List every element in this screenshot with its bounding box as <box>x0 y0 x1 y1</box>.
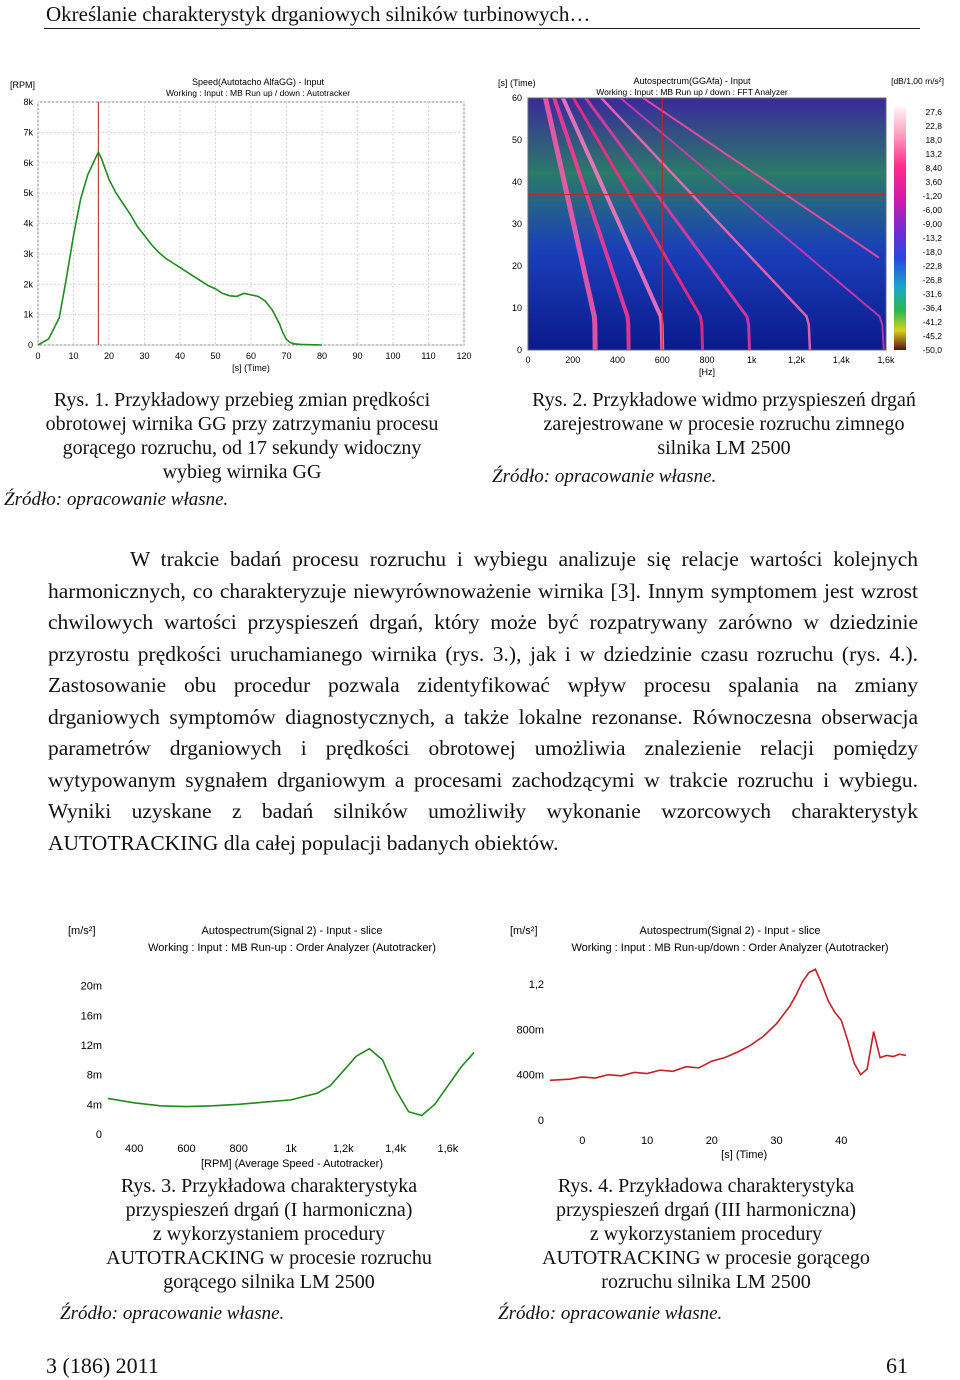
x-tick-label: 50 <box>210 351 221 361</box>
y-tick-label: 6k <box>23 157 33 168</box>
figure-2-spectrogram <box>492 70 948 388</box>
x-tick-label: 100 <box>385 351 401 361</box>
colorbar-tick-label: 27,6 <box>925 107 942 117</box>
figure-2-caption <box>494 388 954 460</box>
y-tick-label: 0 <box>95 1129 102 1141</box>
x-tick-label: 60 <box>245 351 257 361</box>
x-tick-label: 20 <box>705 1135 718 1147</box>
series-line <box>108 1049 474 1116</box>
caption-line: AUTOTRACKING w procesie rozruchu <box>106 1247 432 1269</box>
y-tick-label: 0 <box>27 340 33 350</box>
x-tick-label: 400 <box>609 355 626 365</box>
caption-line: Rys. 4. Przykładowa charakterystyka <box>557 1175 855 1197</box>
colorbar-tick-label: 18,0 <box>925 135 942 145</box>
chart-title: Autospectrum(Signal 2) - Input - slice <box>201 925 383 937</box>
y-tick-label: 16m <box>80 1010 102 1023</box>
caption-line: Rys. 1. Przykładowy przebieg zmian prędkości <box>53 389 431 411</box>
caption-line: gorącego silnika LM 2500 <box>163 1271 375 1293</box>
x-axis-label: [s] (Time) <box>232 363 270 373</box>
x-tick-label: 70 <box>281 351 292 361</box>
caption-line: AUTOTRACKING w procesie gorącego <box>542 1247 870 1269</box>
caption-line: Rys. 3. Przykładowa charakterystyka <box>120 1175 418 1197</box>
y-tick-label: 4m <box>86 1099 102 1112</box>
y-tick-label: 12m <box>80 1040 102 1052</box>
x-tick-label: 800 <box>229 1143 248 1155</box>
colorbar <box>894 106 906 350</box>
colorbar-tick-label: -9,00 <box>922 219 942 229</box>
x-tick-label: 1,2k <box>332 1143 354 1155</box>
y-tick-label: 1k <box>23 309 33 320</box>
chart-subtitle: Working : Input : MB Run up / down : FFT Analyzer <box>596 87 788 97</box>
x-tick-label: 1,6k <box>877 355 895 365</box>
colorbar-tick-label: 3,60 <box>925 177 942 187</box>
x-tick-label: 1,4k <box>385 1143 406 1155</box>
caption-line: silnika LM 2500 <box>657 437 791 459</box>
y-tick-label: 1,2 <box>528 979 544 991</box>
y-tick-label: 0 <box>537 1115 544 1127</box>
chart-title: Autospectrum(Signal 2) - Input - slice <box>639 925 821 937</box>
x-tick-label: 0 <box>35 351 41 361</box>
colorbar-tick-label: 13,2 <box>925 149 942 159</box>
x-tick-label: 20 <box>103 351 115 361</box>
caption-line: obrotowej wirnika GG przy zatrzymaniu procesu <box>45 413 439 435</box>
colorbar-tick-label: 22,8 <box>925 121 942 131</box>
caption-line: z wykorzystaniem procedury <box>589 1223 823 1245</box>
x-tick-label: 30 <box>139 351 150 361</box>
chart-subtitle: Working : Input : MB Run-up/down : Order Analyzer (Autotracker) <box>571 942 889 954</box>
x-tick-label: 80 <box>316 351 328 361</box>
figure-3-chart <box>44 910 484 1175</box>
body-text <box>48 544 918 859</box>
chart-title: Autospectrum(GGAfa) - Input <box>633 76 751 86</box>
x-tick-label: 200 <box>565 355 581 365</box>
x-tick-label: 110 <box>421 351 436 361</box>
figure-4-source: Źródło: opracowanie własne. <box>498 1303 723 1324</box>
chart-title: Speed(Autotacho AlfaGG) - Input <box>191 77 325 87</box>
y-tick-label: 40 <box>511 177 522 187</box>
paragraph: W trakcie badań procesu rozruchu i wybiegu analizuje się relacje wartości kolejnych harmonicznych, co charakteryzuje niewyrównoważenie wirnika [3]. Innym symptomem jest wzrost chwilowych wartości przyspieszeń drgań, który może być rozpatrywany zarówno w dziedzinie przyrostu prędkości uruchamianego wirnika (rys. 3.), jak i w dziedzinie czasu rozruchu (rys. 4.). Zastosowanie obu procedur pozwala zidentyfikować wpływ procesu spalania na zmiany drganiowych symptomów diagnostycznych, a także lokalne rezonanse. Równoczesna obserwacja parametrów drganiowych i prędkości obrotowej umożliwia znalezienie relacji pomiędzy wytypowanym sygnałem drganiowym a procesami zachodzącymi w trakcie rozruchu i wybiegu. Wyniki uzyskane z badań silników umożliwiły wykonanie wzorcowych charakterystyk AUTOTRACKING dla całej populacji badanych obiektów. <box>48 547 918 855</box>
colorbar-tick-label: -31,6 <box>922 289 942 299</box>
colorbar-tick-label: -22,8 <box>922 261 942 271</box>
x-axis-label: [s] (Time) <box>721 1149 768 1161</box>
caption-line: Rys. 2. Przykładowe widmo przyspieszeń drgań <box>532 389 916 411</box>
x-tick-label: 0 <box>579 1135 586 1147</box>
y-tick-label: 8m <box>86 1069 102 1082</box>
colorbar-tick-label: -6,00 <box>922 205 942 215</box>
figure-4-chart <box>494 910 924 1175</box>
x-tick-label: 40 <box>174 351 186 361</box>
caption-line: zarejestrowane w procesie rozruchu zimnego <box>543 413 905 435</box>
caption-line: gorącego rozruchu, od 17 sekundy widoczny <box>62 437 422 459</box>
y-tick-label: 4k <box>23 218 33 229</box>
figure-3-caption <box>44 1174 494 1294</box>
caption-line: przyspieszeń drgań (I harmoniczna) <box>125 1199 413 1221</box>
chart-subtitle: Working : Input : MB Run up / down : Autotracker <box>165 88 351 98</box>
x-tick-label: 1,6k <box>437 1143 459 1155</box>
x-tick-label: 0 <box>525 355 531 365</box>
colorbar-unit: [dB/1,00 m/s²] <box>891 76 944 86</box>
x-tick-label: 800 <box>699 355 715 365</box>
chart-subtitle: Working : Input : MB Run-up : Order Analyzer (Autotracker) <box>148 942 436 954</box>
x-tick-label: 600 <box>177 1143 196 1155</box>
y-axis-label: [RPM] <box>10 80 36 90</box>
colorbar-tick-label: -13,2 <box>922 233 942 243</box>
y-tick-label: 400m <box>516 1069 544 1082</box>
colorbar-tick-label: -41,2 <box>922 317 942 327</box>
colorbar-tick-label: -50,0 <box>922 345 942 355</box>
y-tick-label: 50 <box>511 135 522 145</box>
x-tick-label: 400 <box>124 1143 144 1155</box>
y-tick-label: 60 <box>511 93 522 103</box>
y-tick-label: 8k <box>23 97 33 107</box>
y-tick-label: 5k <box>23 188 33 199</box>
x-tick-label: 10 <box>68 351 79 361</box>
caption-line: przyspieszeń drgań (III harmoniczna) <box>555 1199 857 1221</box>
figure-3-source: Źródło: opracowanie własne. <box>60 1303 285 1324</box>
x-tick-label: 1,2k <box>787 355 806 365</box>
y-tick-label: 10 <box>511 303 522 313</box>
figure-1-source: Źródło: opracowanie własne. <box>4 489 229 510</box>
header-rule <box>44 28 920 29</box>
y-axis-label: [s] (Time) <box>498 78 536 88</box>
y-tick-label: 2k <box>23 279 33 290</box>
x-tick-label: 120 <box>456 351 472 361</box>
caption-line: rozruchu silnika LM 2500 <box>601 1271 811 1293</box>
x-tick-label: 30 <box>770 1135 783 1147</box>
colorbar-tick-label: -45,2 <box>922 331 942 341</box>
x-tick-label: 600 <box>654 355 670 365</box>
y-tick-label: 800m <box>516 1024 544 1037</box>
y-tick-label: 20 <box>511 261 522 271</box>
figure-4-caption <box>488 1174 924 1294</box>
colorbar-tick-label: -26,8 <box>922 275 942 285</box>
x-tick-label: 90 <box>352 351 363 361</box>
y-axis-label: [m/s²] <box>510 925 538 937</box>
running-header: Określanie charakterystyk drganiowych silników turbinowych… <box>46 2 591 26</box>
caption-line: wybieg wirnika GG <box>162 461 322 483</box>
x-tick-label: 40 <box>835 1135 848 1147</box>
colorbar-tick-label: -36,4 <box>922 303 942 313</box>
series-line <box>550 969 906 1080</box>
figure-2-source: Źródło: opracowanie własne. <box>492 466 717 487</box>
y-tick-label: 7k <box>23 127 33 138</box>
issue-number: 3 (186) 2011 <box>46 1353 159 1378</box>
y-tick-label: 30 <box>511 219 522 229</box>
caption-line: z wykorzystaniem procedury <box>152 1223 386 1245</box>
x-axis-label: [Hz] <box>698 367 716 377</box>
x-tick-label: 1,4k <box>832 355 850 365</box>
x-tick-label: 1k <box>746 355 757 365</box>
colorbar-tick-label: 8,40 <box>925 163 942 173</box>
figure-1-caption <box>0 388 484 484</box>
page-number: 61 <box>886 1353 908 1378</box>
figure-1-speed-chart <box>0 70 480 380</box>
x-axis-label: [RPM] (Average Speed - Autotracker) <box>201 1158 383 1170</box>
x-tick-label: 1k <box>285 1143 297 1155</box>
y-tick-label: 20m <box>80 980 102 993</box>
y-tick-label: 0 <box>516 345 522 355</box>
colorbar-tick-label: -1,20 <box>922 191 942 201</box>
y-tick-label: 3k <box>23 248 33 259</box>
y-axis-label: [m/s²] <box>68 925 96 937</box>
x-tick-label: 10 <box>640 1135 654 1147</box>
colorbar-tick-label: -18,0 <box>922 247 942 257</box>
